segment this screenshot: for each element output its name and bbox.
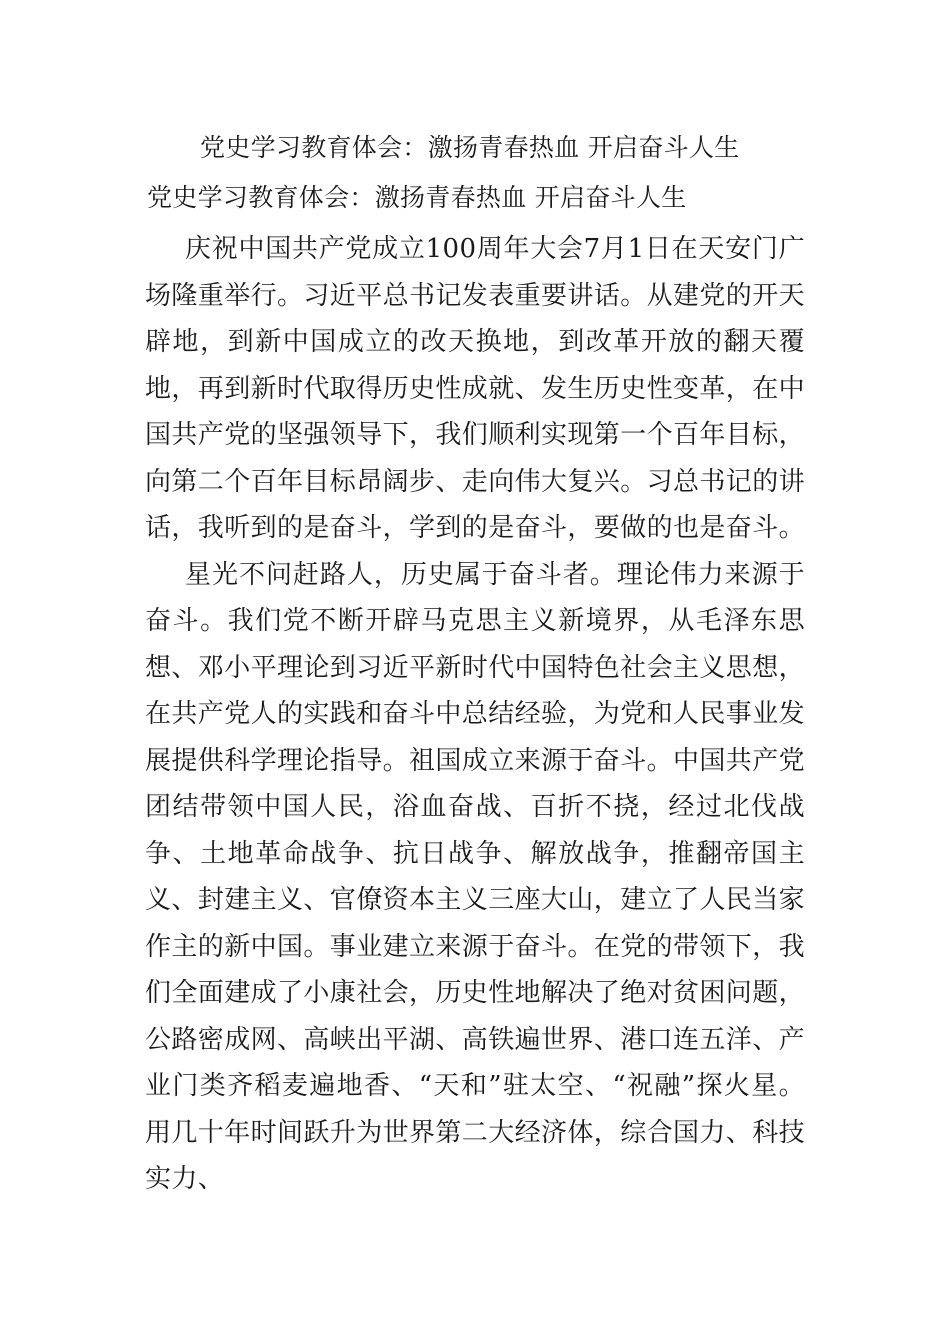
document-body (145, 226, 805, 1203)
document-title: 党史学习教育体会：激扬青春热血 开启奋斗人生 (200, 133, 740, 162)
document-subtitle: 党史学习教育体会：激扬青春热血 开启奋斗人生 (147, 183, 687, 212)
paragraph-1: 庆祝中国共产党成立100周年大会7月1日在天安门广场隆重举行。习近平总书记发表重要讲话。从建党的开天辟地，到新中国成立的改天换地，到改革开放的翻天覆地，再到新时代取得历史性成就、发生历史性变革，在中国共产党的坚强领导下，我们顺利实现第一个百年目标，向第二个百年目标昂阔步、走向伟大复兴。习总书记的讲话，我听到的是奋斗，学到的是奋斗，要做的也是奋斗。 (145, 234, 806, 543)
paragraph-2: 星光不问赶路人，历史属于奋斗者。理论伟力来源于奋斗。我们党不断开辟马克思主义新境界，从毛泽东思想、邓小平理论到习近平新时代中国特色社会主义思想，在共产党人的实践和奋斗中总结经验，为党和人民事业发展提供科学理论指导。祖国成立来源于奋斗。中国共产党团结带领中国人民，浴血奋战、百折不挠，经过北伐战争、土地革命战争、抗日战争、解放战争，推翻帝国主义、封建主义、官僚资本主义三座大山，建立了人民当家作主的新中国。事业建立来源于奋斗。在党的带领下，我们全面建成了小康社会，历史性地解决了绝对贫困问题，公路密成网、高峡出平湖、高铁遍世界、港口连五洋、产业门类齐稻麦遍地香、“天和”驻太空、“祝融”探火星。用几十年时间跃升为世界第二大经济体，综合国力、科技实力、 (145, 559, 806, 1194)
